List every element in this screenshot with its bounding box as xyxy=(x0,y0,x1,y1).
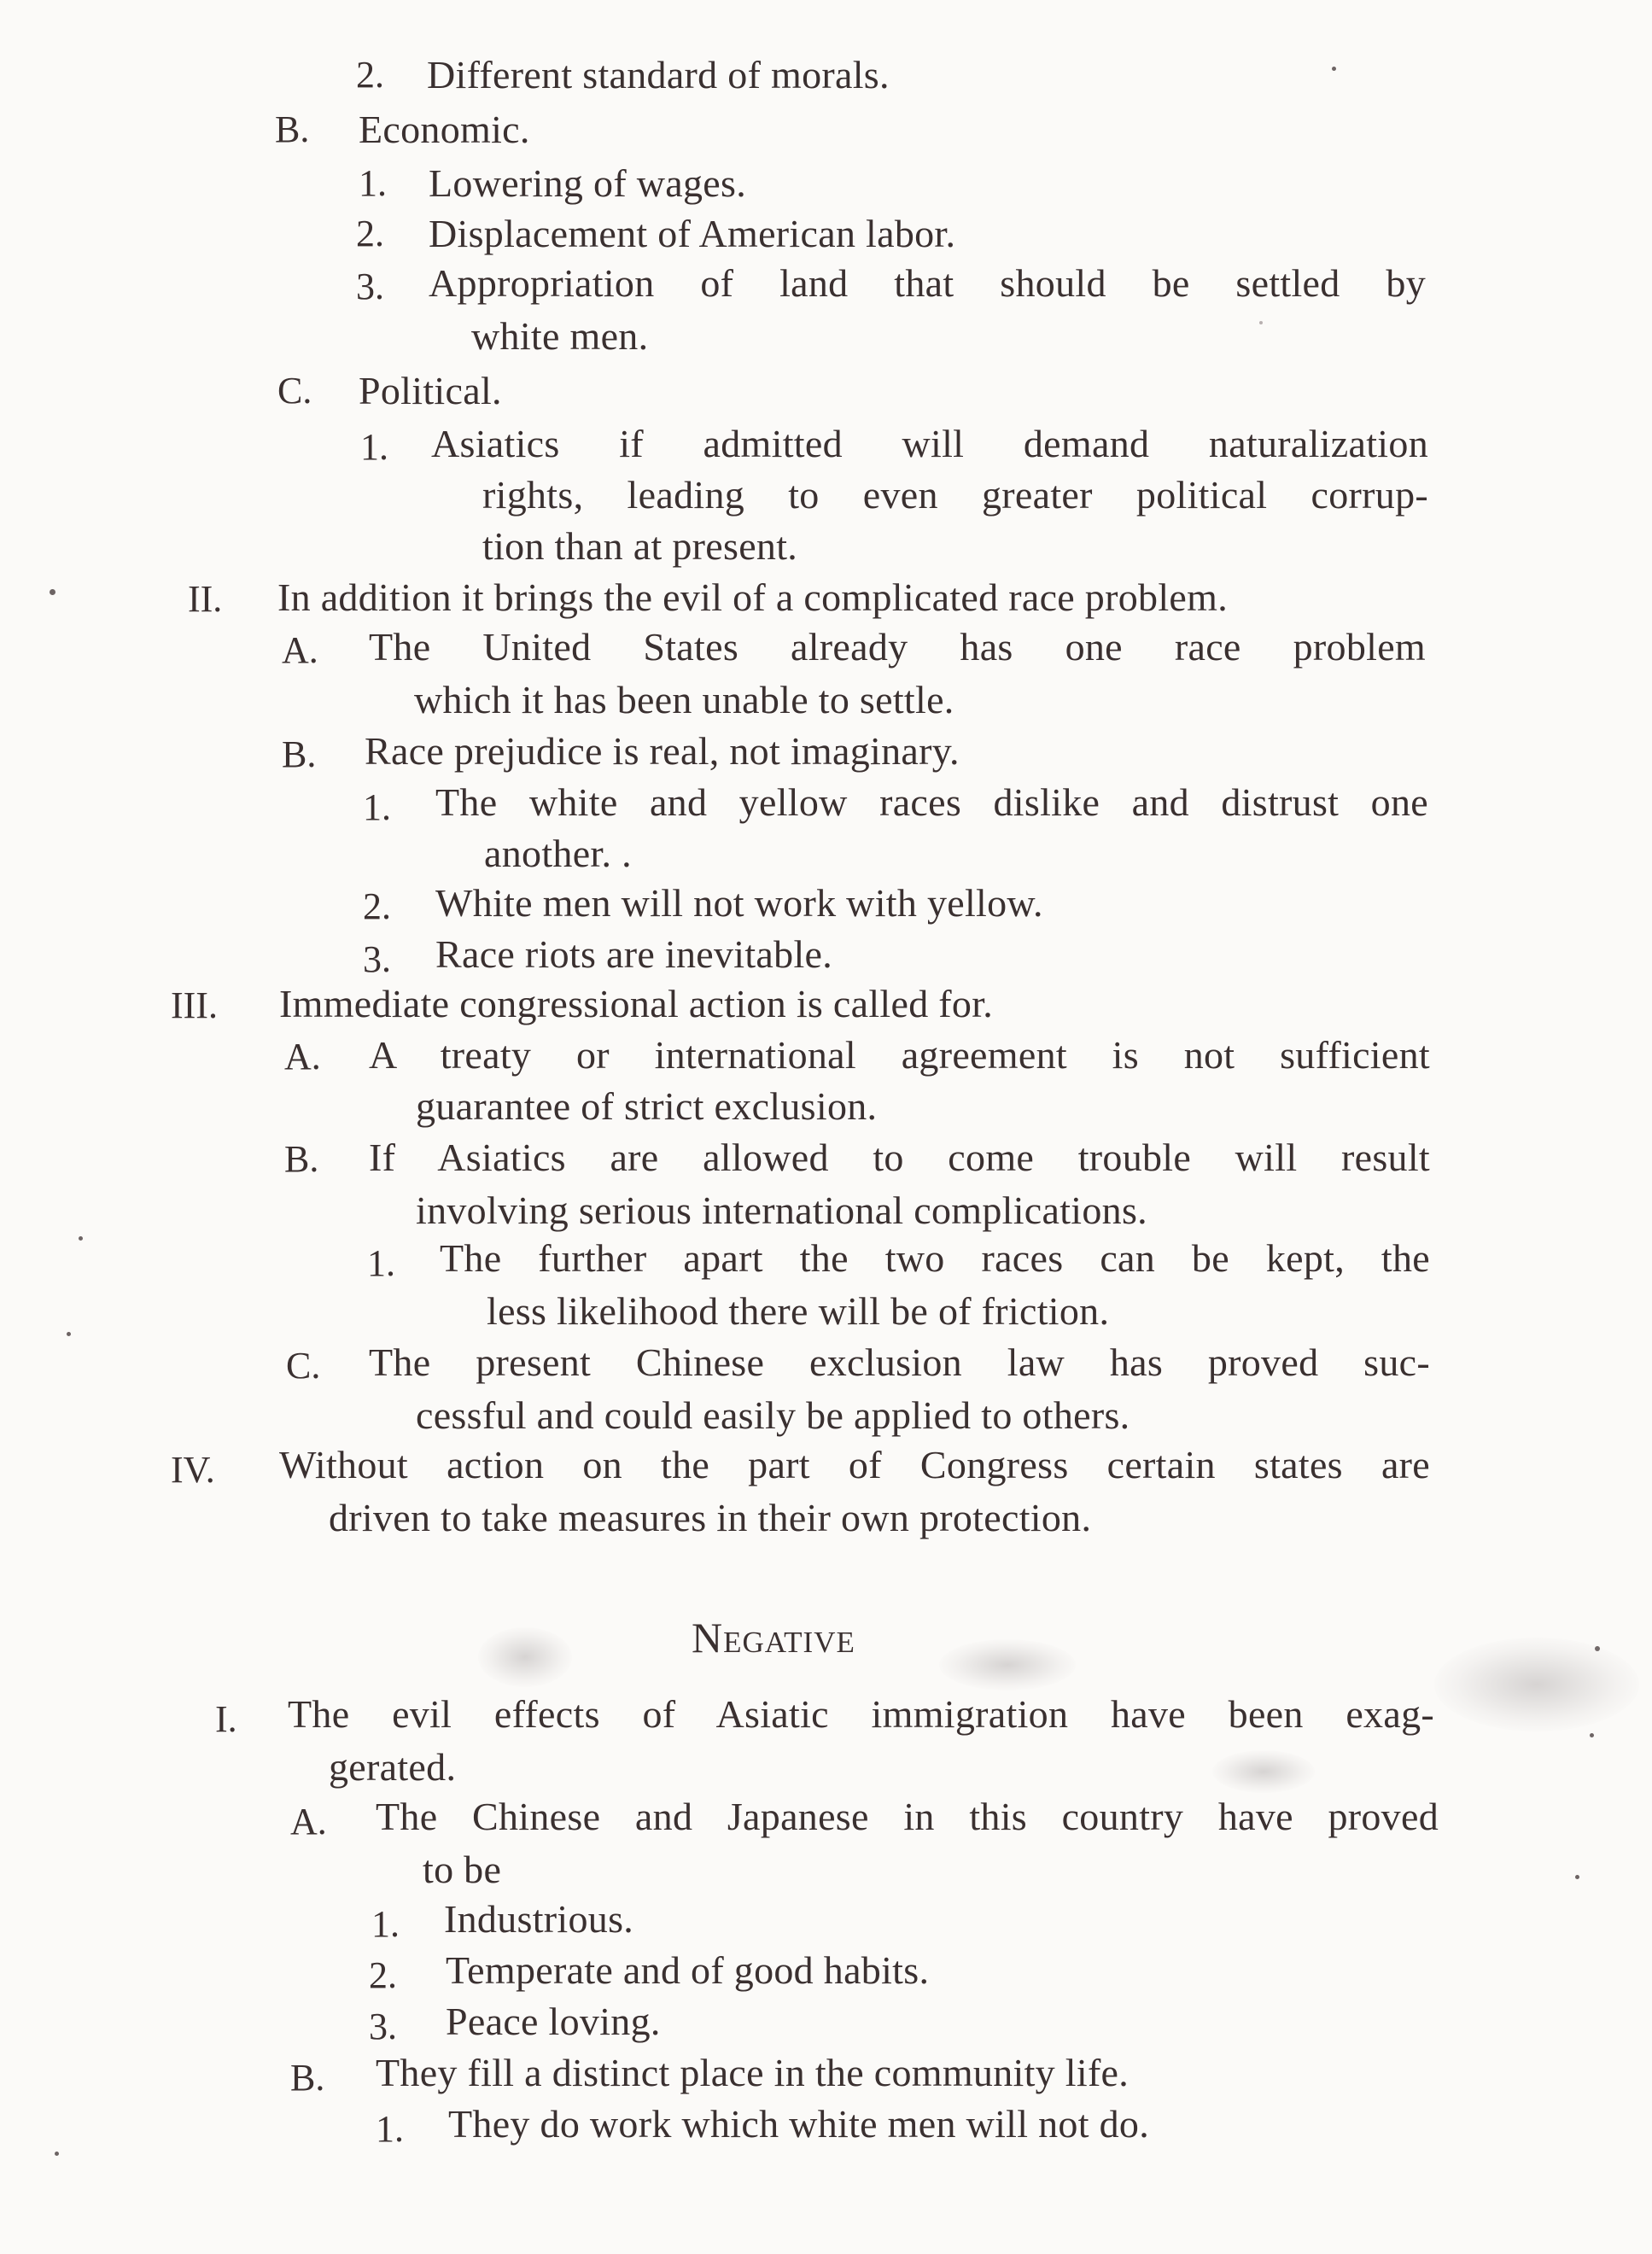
outline-line: They fill a distinct place in the community life. xyxy=(376,2051,1130,2094)
outline-line: Peace loving. xyxy=(446,2000,661,2043)
outline-marker: A. xyxy=(282,629,318,671)
outline-marker: A. xyxy=(284,1036,321,1077)
outline-marker: B. xyxy=(282,733,317,775)
outline-line: another. . xyxy=(484,832,632,875)
scan-speck xyxy=(79,1236,83,1241)
outline-line: Race prejudice is real, not imaginary. xyxy=(365,729,960,773)
outline-marker: 1. xyxy=(359,162,387,204)
scan-smudge xyxy=(478,1627,572,1687)
scan-speck xyxy=(55,2152,59,2156)
outline-line: Temperate and of good habits. xyxy=(446,1948,930,1992)
outline-marker: 2. xyxy=(369,1954,397,1996)
scan-speck xyxy=(1259,321,1263,324)
outline-line: white men. xyxy=(471,314,649,358)
scan-speck xyxy=(67,1332,71,1336)
outline-line: The evil effects of Asiatic immigration have been exag- xyxy=(288,1692,1434,1736)
outline-marker: 2. xyxy=(363,885,391,927)
outline-line: Political. xyxy=(359,369,502,412)
outline-marker: 3. xyxy=(356,266,384,307)
outline-line: Race riots are inevitable. xyxy=(435,932,833,976)
outline-marker: 1. xyxy=(367,1242,395,1284)
outline-marker: 1. xyxy=(360,426,388,468)
outline-marker: IV. xyxy=(171,1449,215,1491)
scan-smudge xyxy=(1212,1750,1315,1793)
outline-line: White men will not work with yellow. xyxy=(435,881,1043,925)
scan-speck xyxy=(1332,67,1336,71)
outline-line: cessful and could easily be applied to others. xyxy=(416,1393,1130,1437)
scan-smudge xyxy=(1434,1638,1639,1731)
outline-line: The United States already has one race problem xyxy=(369,625,1426,669)
outline-line: less likelihood there will be of friction. xyxy=(487,1289,1110,1333)
outline-line: The further apart the two races can be kept, the xyxy=(440,1236,1430,1280)
outline-line-text: Appropriation of land that should be settled by xyxy=(429,261,1426,305)
outline-marker: II. xyxy=(188,578,223,620)
outline-marker: 1. xyxy=(363,786,391,828)
outline-line: The white and yellow races dislike and distrust one xyxy=(435,780,1428,824)
outline-line: to be xyxy=(423,1848,502,1891)
outline-line: rights, leading to even greater political corrup- xyxy=(482,473,1428,517)
outline-marker: 1. xyxy=(376,2108,404,2150)
outline-marker: 1. xyxy=(371,1903,400,1945)
outline-line: tion than at present. xyxy=(482,524,798,568)
scan-smudge xyxy=(939,1639,1076,1690)
outline-line: involving serious international complications. xyxy=(416,1188,1147,1232)
outline-marker: B. xyxy=(284,1138,319,1180)
outline-marker: 2. xyxy=(356,213,384,254)
outline-line: Economic. xyxy=(359,108,530,151)
outline-line: The present Chinese exclusion law has proved suc- xyxy=(369,1340,1430,1384)
outline-line: Different standard of morals. xyxy=(427,53,890,96)
outline-line: gerated. xyxy=(329,1745,457,1789)
outline-line: guarantee of strict exclusion. xyxy=(416,1084,878,1128)
outline-line: The Chinese and Japanese in this country have proved xyxy=(376,1795,1439,1838)
outline-line: Displacement of American labor. xyxy=(429,212,956,255)
outline-marker: I. xyxy=(215,1698,237,1740)
outline-marker: B. xyxy=(290,2057,325,2099)
outline-line: If Asiatics are allowed to come trouble will result xyxy=(369,1136,1430,1179)
outline-line: They do work which white men will not do. xyxy=(448,2102,1150,2146)
outline-marker: 2. xyxy=(356,54,384,96)
outline-line xyxy=(429,260,1426,307)
outline-line: In addition it brings the evil of a complicated race problem. xyxy=(277,575,1229,619)
outline-marker: A. xyxy=(290,1801,327,1842)
outline-line: driven to take measures in their own protection. xyxy=(329,1496,1092,1539)
outline-marker: 3. xyxy=(369,2006,397,2047)
outline-marker: C. xyxy=(286,1345,321,1387)
scan-speck xyxy=(1575,1875,1579,1879)
scan-speck xyxy=(1590,1733,1594,1737)
outline-line: Asiatics if admitted will demand naturalization xyxy=(431,422,1428,465)
outline-line: which it has been unable to settle. xyxy=(414,678,954,721)
outline-marker: C. xyxy=(277,370,312,412)
outline-line: Without action on the part of Congress certain states are xyxy=(279,1443,1430,1486)
outline-line: Immediate congressional action is called for. xyxy=(279,982,994,1025)
outline-marker: B. xyxy=(275,108,310,150)
outline-line: Industrious. xyxy=(444,1897,634,1941)
outline-marker: 3. xyxy=(363,938,391,980)
outline-line: A treaty or international agreement is not sufficient xyxy=(369,1033,1430,1077)
outline-marker: III. xyxy=(171,984,218,1026)
scan-speck xyxy=(50,589,55,595)
outline-line: Lowering of wages. xyxy=(429,161,747,205)
section-heading-negative: Negative xyxy=(692,1614,855,1661)
